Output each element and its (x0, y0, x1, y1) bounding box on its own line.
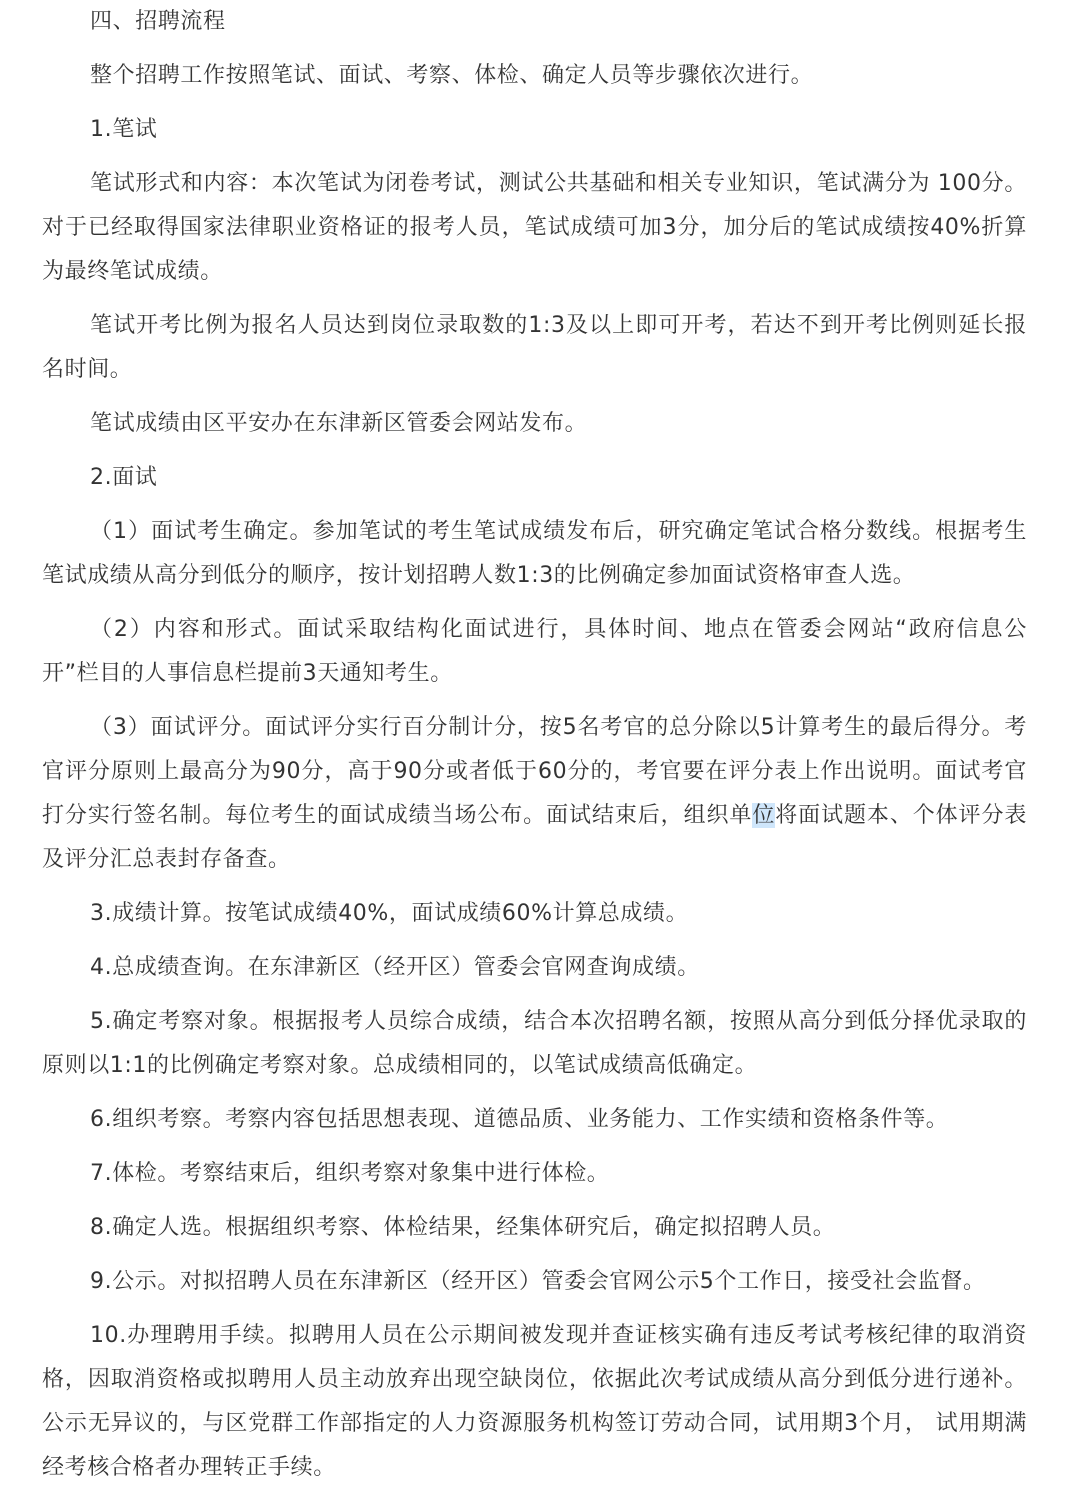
step-10-employment-procedures: 10.办理聘用手续。拟聘用人员在公示期间被发现并查证核实确有违反考试考核纪律的取消资格，因取消资格或拟聘用人员主动放弃出现空缺岗位，依据此次考试成绩从高分到低分进行递补。公示无异议的，与区党群工作部指定的人力资源服务机构签订劳动合同，试用期3个月， 试用期满经考核合格者办理转正手续。 (42, 1323, 1027, 1480)
overview-paragraph: 整个招聘工作按照笔试、面试、考察、体检、确定人员等步骤依次进行。 (90, 63, 814, 88)
written-exam-form-paragraph: 笔试形式和内容：本次笔试为闭卷考试，测试公共基础和相关专业知识，笔试满分为 100分。对于已经取得国家法律职业资格证的报考人员，笔试成绩可加3分，加分后的笔试成绩按40%折算为最终笔试成绩。 (42, 171, 1027, 284)
interview-item-2: （2）内容和形式。面试采取结构化面试进行，具体时间、地点在管委会网站“政府信息公开”栏目的人事信息栏提前3天通知考生。 (42, 617, 1027, 686)
interview-item-3-text-after: 将面试题本、个体评分表及评分汇总表封存备查。 (42, 803, 1027, 872)
step-9-public-notice: 9.公示。对拟招聘人员在东津新区（经开区）管委会官网公示5个工作日，接受社会监督。 (90, 1269, 986, 1294)
written-exam-ratio-paragraph: 笔试开考比例为报名人员达到岗位录取数的1:3及以上即可开考，若达不到开考比例则延长报名时间。 (42, 313, 1027, 382)
interview-item-1: （1）面试考生确定。参加笔试的考生笔试成绩发布后，研究确定笔试合格分数线。根据考生笔试成绩从高分到低分的顺序，按计划招聘人数1:3的比例确定参加面试资格审查人选。 (42, 519, 1027, 588)
section-title: 四、招聘流程 (90, 9, 226, 34)
step-7-physical-exam: 7.体检。考察结束后，组织考察对象集中进行体检。 (90, 1161, 610, 1186)
step-5-inspection-targets: 5.确定考察对象。根据报考人员综合成绩，结合本次招聘名额，按照从高分到低分择优录取的原则以1:1的比例确定考察对象。总成绩相同的，以笔试成绩高低确定。 (42, 1009, 1027, 1078)
text-selection-highlight[interactable]: 位 (752, 803, 776, 828)
interview-item-3 (42, 706, 1027, 882)
interview-heading: 2.面试 (90, 465, 158, 490)
written-exam-results-paragraph: 笔试成绩由区平安办在东津新区管委会网站发布。 (90, 411, 588, 436)
step-3-score-calculation: 3.成绩计算。按笔试成绩40%，面试成绩60%计算总成绩。 (90, 901, 689, 926)
written-exam-heading: 1.笔试 (90, 117, 158, 142)
step-8-confirm-candidates: 8.确定人选。根据组织考察、体检结果，经集体研究后，确定拟招聘人员。 (90, 1215, 836, 1240)
step-6-inspection: 6.组织考察。考察内容包括思想表现、道德品质、业务能力、工作实绩和资格条件等。 (90, 1107, 949, 1132)
interview-item-3-text-before: （3）面试评分。面试评分实行百分制计分，按5名考官的总分除以5计算考生的最后得分。考官评分原则上最高分为90分，高于90分或者低于60分的，考官要在评分表上作出说明。面试考官打分实行签名制。每位考生的面试成绩当场公布。面试结束后，组织单 (42, 715, 1027, 828)
document-body (42, 0, 1027, 1500)
step-4-score-query: 4.总成绩查询。在东津新区（经开区）管委会官网查询成绩。 (90, 955, 700, 980)
